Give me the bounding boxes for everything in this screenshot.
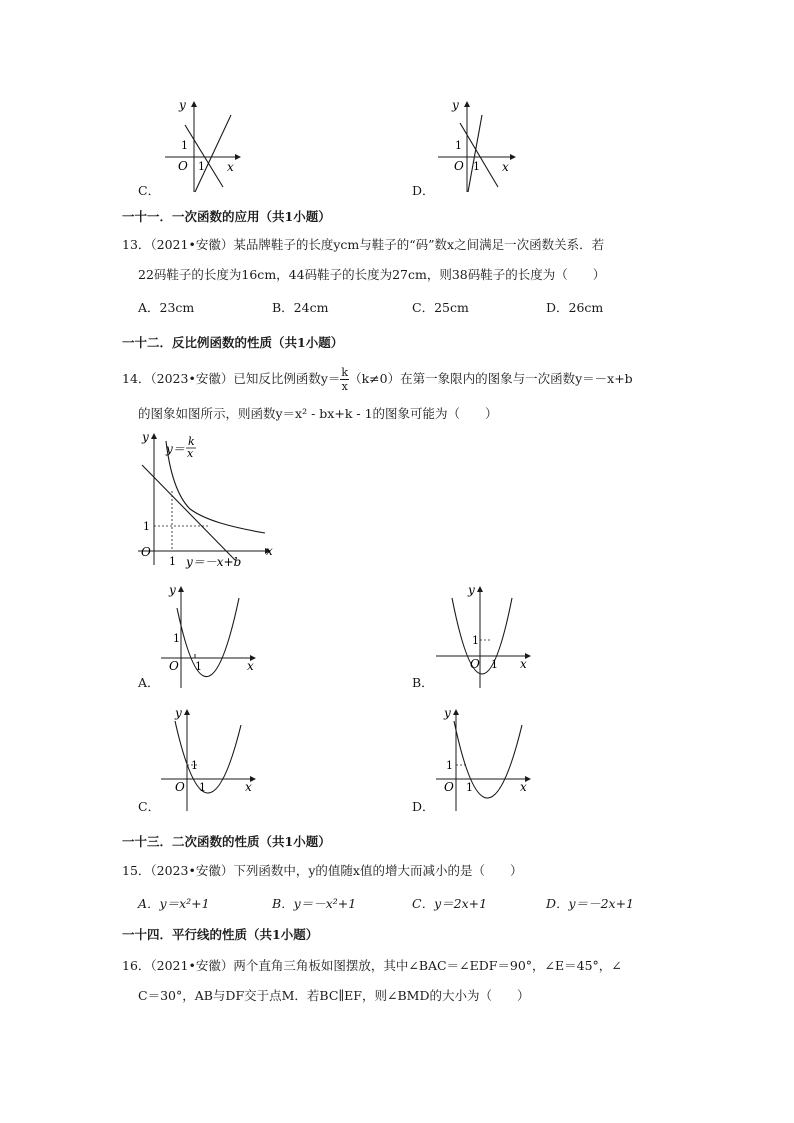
graph-x-label: x bbox=[227, 160, 234, 174]
q13-option-b[interactable]: B．24cm bbox=[272, 300, 329, 315]
q14-line1 bbox=[122, 366, 633, 393]
q14-graph-d bbox=[430, 703, 540, 813]
fig-line-label: y＝－x+b bbox=[186, 555, 242, 569]
graph-y-label: y bbox=[468, 583, 475, 597]
graph-one-y-label: 1 bbox=[181, 139, 188, 152]
graph-origin-label: O bbox=[444, 780, 454, 794]
fig-hyperbola-k: k bbox=[188, 435, 195, 448]
q14-line1-pre: 14．（2023•安徽）已知反比例函数y＝ bbox=[122, 371, 341, 386]
fig-x-label: x bbox=[266, 544, 273, 558]
q14-graph-a bbox=[155, 580, 265, 690]
graph-x-label: x bbox=[502, 160, 509, 174]
graph-y-label: y bbox=[169, 583, 176, 597]
graph-y-label: y bbox=[175, 706, 182, 720]
graph-one-y-label: 1 bbox=[191, 759, 198, 772]
q12-option-d[interactable]: D． bbox=[412, 183, 435, 198]
fig-one-y-label: 1 bbox=[143, 520, 150, 533]
graph-y-label: y bbox=[444, 706, 451, 720]
graph-x-label: x bbox=[520, 780, 527, 794]
section-heading-14: 一十四．平行线的性质（共1小题） bbox=[122, 927, 319, 942]
q16-line2: C＝30°，AB与DF交于点M．若BC∥EF，则∠BMD的大小为（ ） bbox=[138, 988, 530, 1003]
q15-option-d[interactable]: D．y＝－2x+1 bbox=[546, 896, 635, 911]
graph-origin-label: O bbox=[470, 657, 480, 671]
q15-option-c[interactable]: C．y＝2x+1 bbox=[412, 896, 488, 911]
q15-option-b[interactable]: B．y＝－x²+1 bbox=[272, 896, 357, 911]
q14-main-figure bbox=[130, 425, 280, 575]
q13-option-c[interactable]: C．25cm bbox=[412, 300, 469, 315]
graph-x-label: x bbox=[520, 657, 527, 671]
q16-line1: 16．（2021•安徽）两个直角三角板如图摆放，其中∠BAC＝∠EDF＝90°，∠E＝45°，∠ bbox=[122, 958, 622, 973]
graph-one-x-label: 1 bbox=[195, 660, 202, 673]
fig-hyperbola-label-pre: y＝ bbox=[166, 442, 185, 456]
q14-line2: 的图象如图所示，则函数y＝x² - bx+k - 1的图象可能为（ ） bbox=[138, 406, 498, 421]
fig-origin-label: O bbox=[141, 545, 151, 559]
fig-one-x-label: 1 bbox=[169, 555, 176, 568]
section-heading-13: 一十三．二次函数的性质（共1小题） bbox=[122, 834, 331, 849]
graph-origin-label: O bbox=[175, 780, 185, 794]
section-heading-11: 一十一．一次函数的应用（共1小题） bbox=[122, 209, 331, 224]
graph-origin-label: O bbox=[454, 159, 464, 173]
graph-y-label: y bbox=[179, 98, 186, 112]
graph-one-x-label: 1 bbox=[198, 160, 205, 173]
graph-one-y-label: 1 bbox=[173, 632, 180, 645]
graph-one-y-label: 1 bbox=[472, 634, 479, 647]
q15-option-a[interactable]: A．y＝x²+1 bbox=[138, 896, 210, 911]
q13-line2: 22码鞋子的长度为16cm，44码鞋子的长度为27cm，则38码鞋子的长度为（ ） bbox=[138, 267, 606, 282]
graph-one-x-label: 1 bbox=[199, 781, 206, 794]
q13-line1: 13．（2021•安徽）某品牌鞋子的长度ycm与鞋子的“码”数x之间满足一次函数关系．若 bbox=[122, 237, 605, 252]
graph-one-x-label: 1 bbox=[491, 658, 498, 671]
q14-graph-b bbox=[430, 580, 540, 690]
q14-option-c[interactable]: C． bbox=[138, 799, 161, 814]
graph-origin-label: O bbox=[178, 159, 188, 173]
graph-one-y-label: 1 bbox=[455, 139, 462, 152]
q14-option-d[interactable]: D． bbox=[412, 799, 435, 814]
fig-hyperbola-x: x bbox=[187, 447, 194, 460]
graph-origin-label: O bbox=[169, 659, 179, 673]
graph-one-x-label: 1 bbox=[473, 160, 480, 173]
fig-y-label: y bbox=[142, 430, 149, 444]
graph-x-label: x bbox=[245, 780, 252, 794]
q13-option-d[interactable]: D．26cm bbox=[546, 300, 604, 315]
q15-line1: 15．（2023•安徽）下列函数中，y的值随x值的增大而减小的是（ ） bbox=[122, 863, 523, 878]
q14-option-a[interactable]: A． bbox=[138, 675, 160, 690]
q14-option-b[interactable]: B． bbox=[412, 675, 434, 690]
q14-graph-c bbox=[155, 703, 265, 813]
q13-option-a[interactable]: A．23cm bbox=[138, 300, 195, 315]
graph-y-label: y bbox=[452, 98, 459, 112]
q12-graph-d bbox=[430, 95, 530, 200]
section-heading-12: 一十二．反比例函数的性质（共1小题） bbox=[122, 335, 344, 350]
graph-x-label: x bbox=[247, 659, 254, 673]
graph-one-y-label: 1 bbox=[446, 759, 453, 772]
q12-option-c[interactable]: C． bbox=[138, 183, 161, 198]
graph-one-x-label: 1 bbox=[466, 781, 473, 794]
q14-line1-post: （k≠0）在第一象限内的图象与一次函数y＝－x+b bbox=[349, 371, 633, 386]
q12-graph-c bbox=[155, 95, 255, 200]
q14-fraction: $\frac{k}{x}$ bbox=[341, 366, 349, 393]
